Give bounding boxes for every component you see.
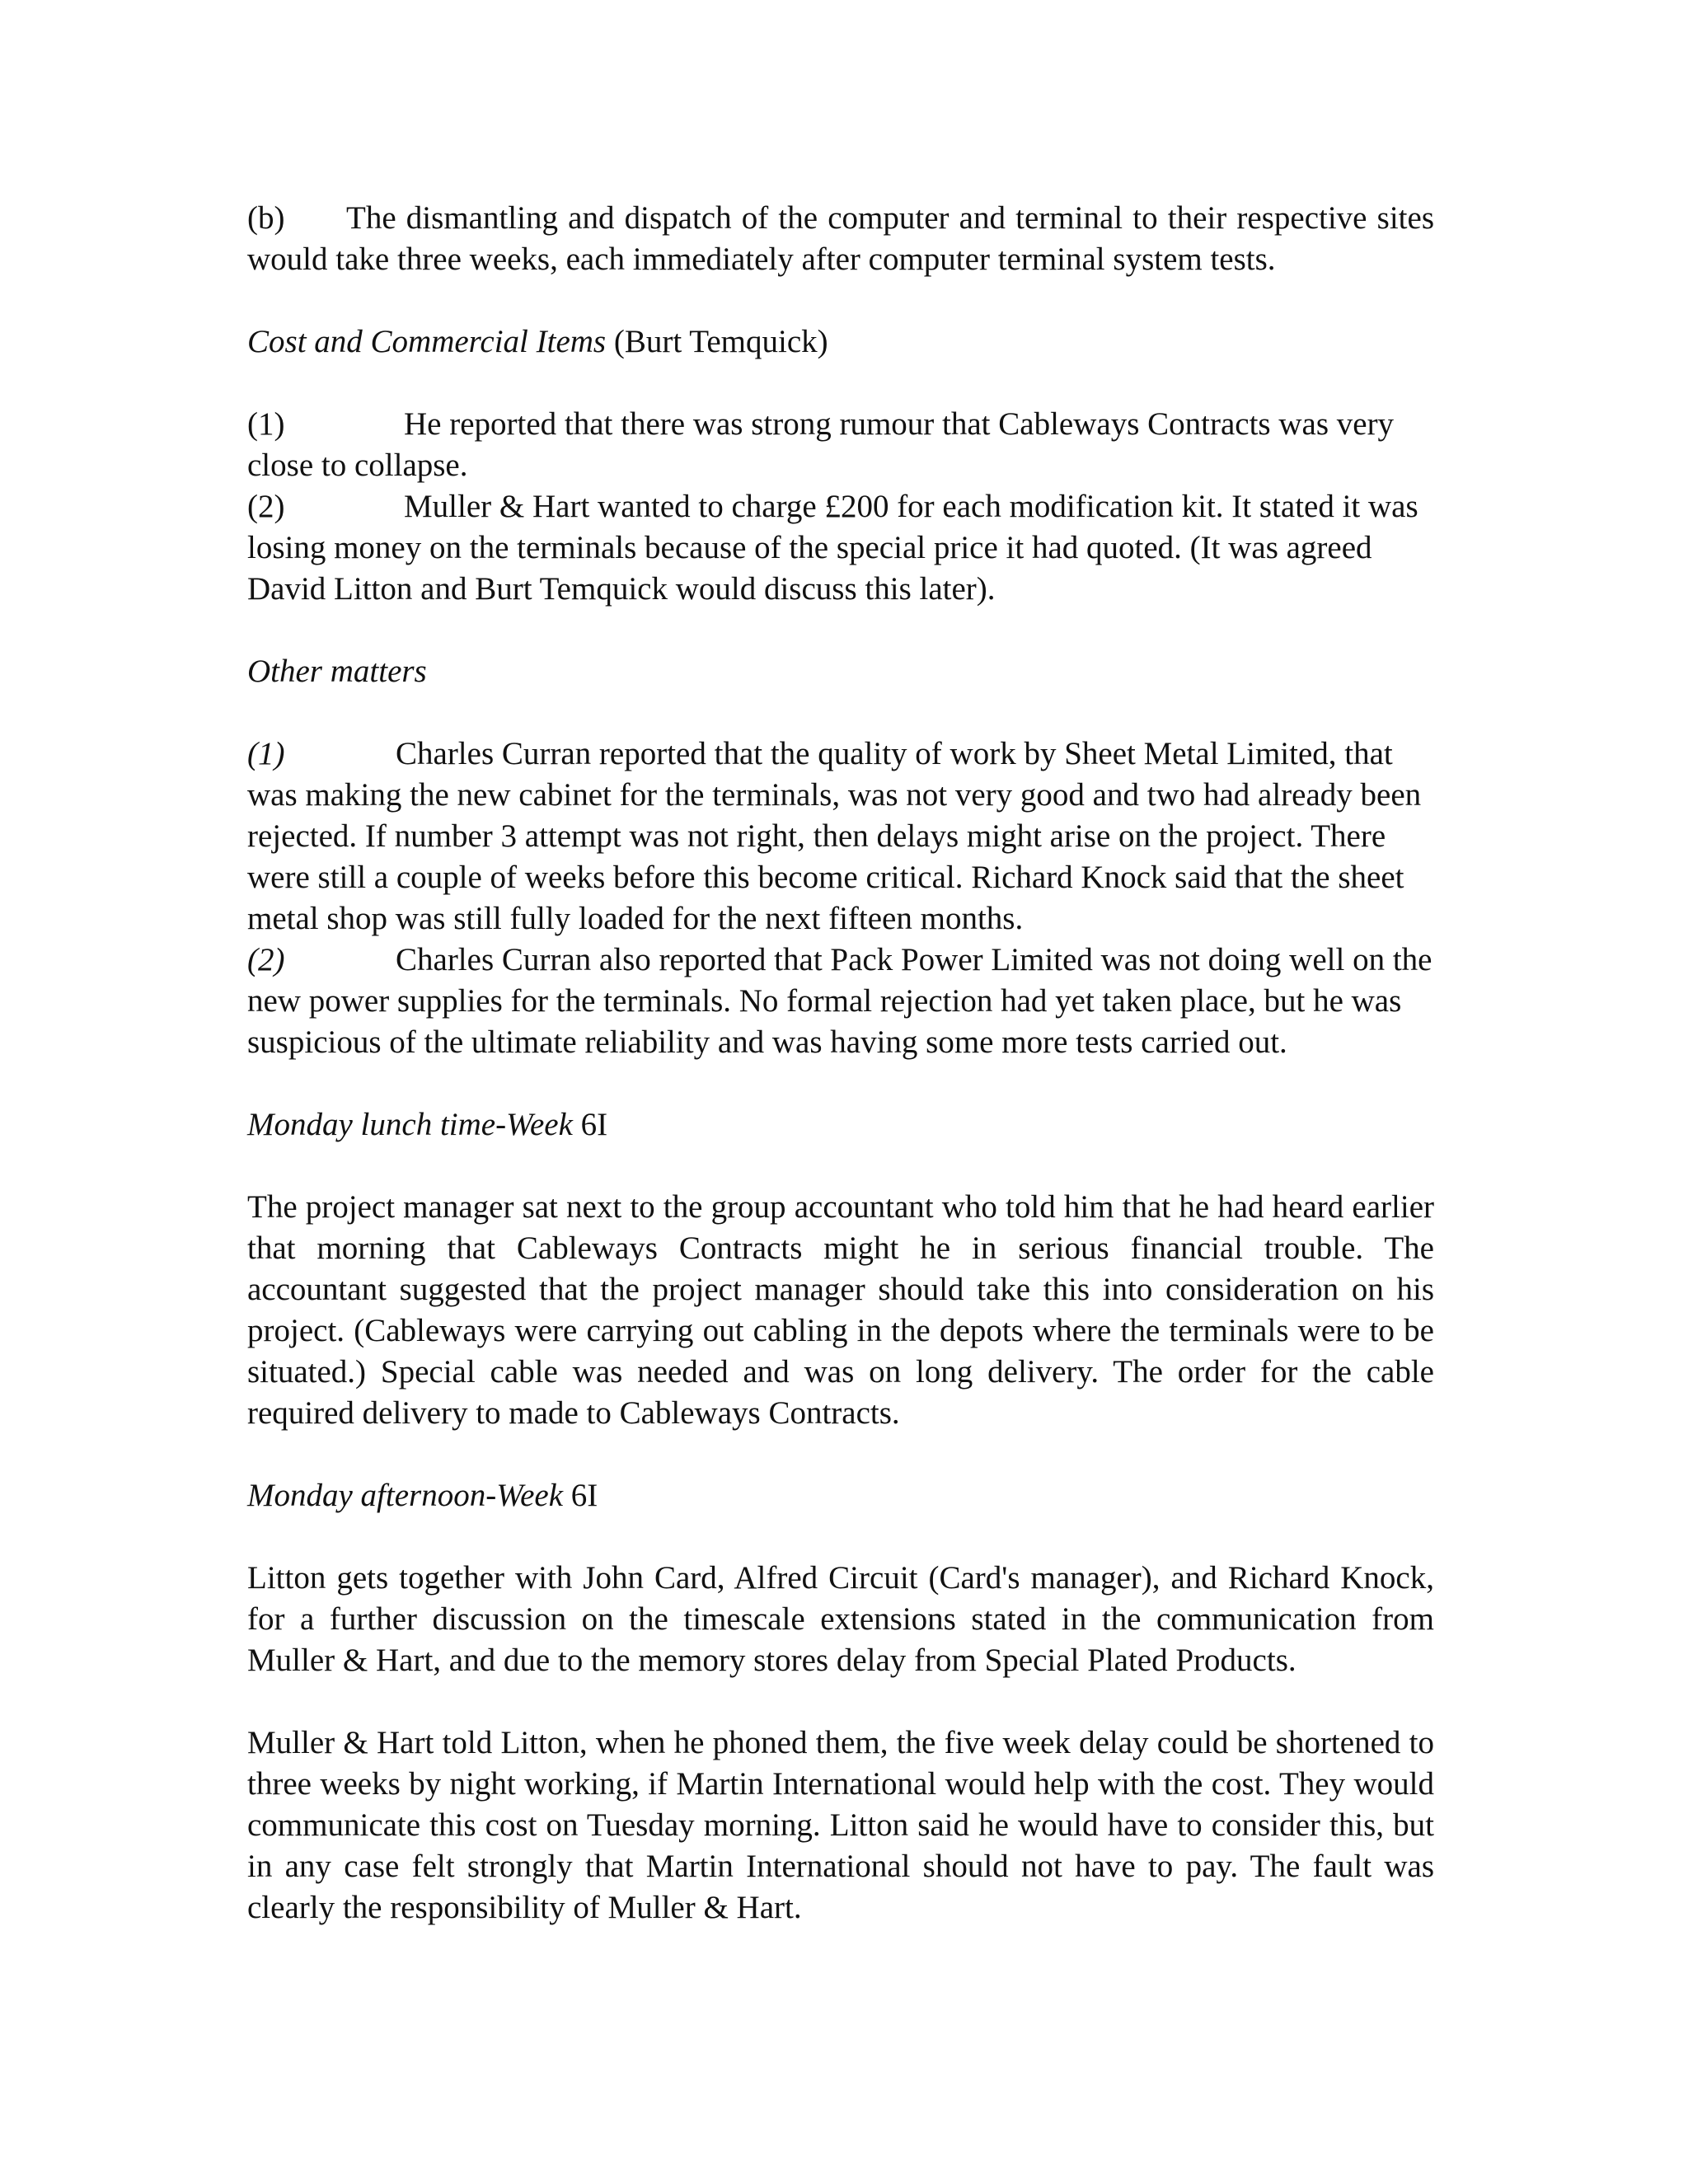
afternoon-heading [247,1475,1434,1516]
other-heading: Other matters [247,654,427,689]
document-body [247,198,1434,1970]
cost-heading-owner: (Burt Temquick) [613,324,828,359]
cost-heading-title: Cost and Commercial Items [247,324,607,359]
other-items [247,733,1434,1063]
afternoon-heading-title: Monday afternoon-Week [247,1478,564,1513]
other-item-1-num: (1) [247,736,285,771]
paragraph-b-text: The dismantling and dispatch of the computer and terminal to their respective sites would take three weeks, each immediately after computer terminal system tests. [247,200,1434,277]
other-item-2-text: Charles Curran also reported that Pack Power Limited was not doing well on the new power supplies for the terminals. No formal rejection had yet taken place, but he was suspicious of the ultimate reliability and was having some more tests carried out. [247,942,1432,1060]
cost-item-1-num: (1) [247,406,285,442]
afternoon-heading-week: 6I [570,1478,598,1513]
lunch-heading-title: Monday lunch time-Week [247,1107,573,1142]
cost-heading [247,321,1434,363]
cost-items [247,404,1434,610]
afternoon-paragraph-1: Litton gets together with John Card, Alfred Circuit (Card's manager), and Richard Knock, for a further discussion on the timescale extensions stated in the communication from Muller & Hart, and due to the memory stores delay from Special Plated Products. [247,1560,1434,1678]
paragraph-b [247,198,1434,280]
other-item-2-num: (2) [247,942,285,977]
lunch-heading-week: 6I [580,1107,608,1142]
cost-item-2 [247,486,1434,610]
cost-item-1-text: He reported that there was strong rumour that Cableways Contracts was very close to collapse. [247,406,1395,483]
cost-item-2-text: Muller & Hart wanted to charge £200 for each modification kit. It stated it was losing money on the terminals because of the special price it had quoted. (It was agreed David Litton and Burt Temquick would discuss this later). [247,489,1418,607]
lunch-heading [247,1104,1434,1146]
other-item-1 [247,733,1434,940]
afternoon-paragraph-2: Muller & Hart told Litton, when he phoned them, the five week delay could be shortened to three weeks by night working, if Martin International would help with the cost. They would communicate this cost on Tuesday morning. Litton said he would have to consider this, but in any case felt strongly that Martin International should not have to pay. The fault was clearly the responsibility of Muller & Hart. [247,1725,1434,1925]
cost-item-2-num: (2) [247,489,285,524]
other-item-2 [247,940,1434,1063]
lunch-paragraph: The project manager sat next to the group accountant who told him that he had heard earlier that morning that Cableways Contracts might he in serious financial trouble. The accountant suggested that the project manager should take this into consideration on his project. (Cableways were carrying out cabling in the depots where the terminals were to be situated.) Special cable was needed and was on long delivery. The order for the cable required delivery to made to Cableways Contracts. [247,1189,1434,1431]
cost-item-1 [247,404,1434,486]
other-item-1-text: Charles Curran reported that the quality of work by Sheet Metal Limited, that was making the new cabinet for the terminals, was not very good and two had already been rejected. If number 3 attempt was not right, then delays might arise on the project. There were still a couple of weeks before this become critical. Richard Knock said that the sheet metal shop was still fully loaded for the next fifteen months. [247,736,1422,936]
paragraph-b-label: (b) [247,200,285,236]
